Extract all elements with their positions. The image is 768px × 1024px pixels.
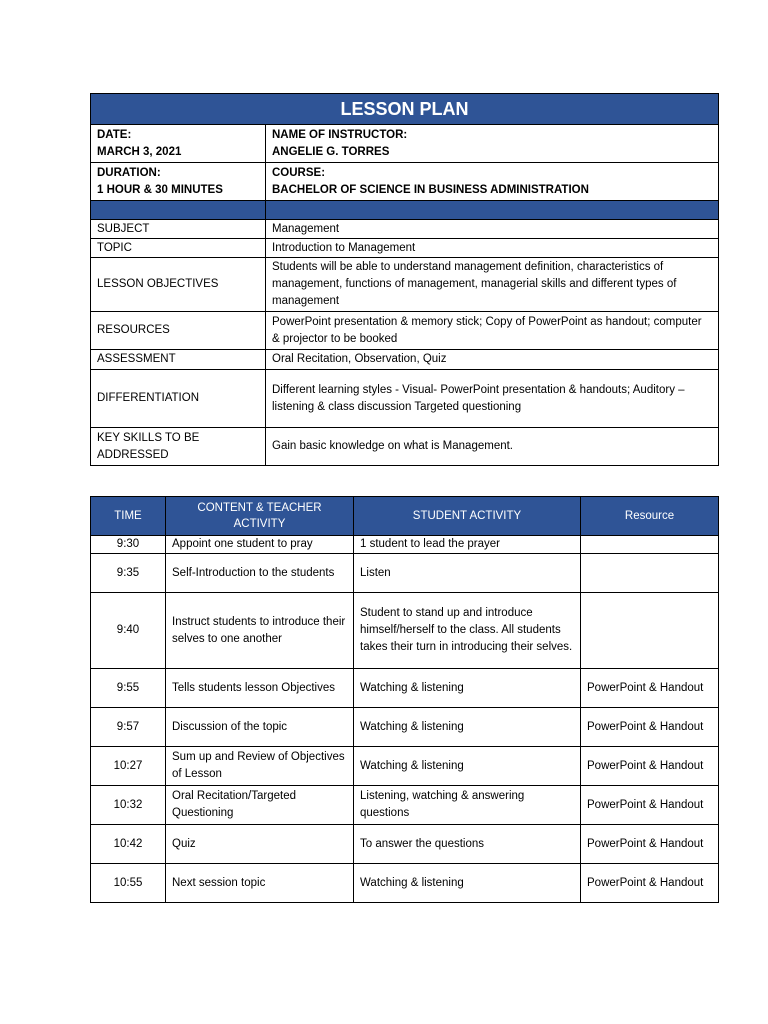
detail-row <box>91 312 719 350</box>
separator-row <box>91 201 719 220</box>
detail-label: SUBJECT <box>91 220 266 239</box>
detail-row <box>91 258 719 312</box>
instructor-label: NAME OF INSTRUCTOR: <box>272 128 408 141</box>
time-cell: 9:57 <box>91 708 166 747</box>
course-value: BACHELOR OF SCIENCE IN BUSINESS ADMINISTRATION <box>272 183 589 196</box>
header-resource: Resource <box>581 497 719 536</box>
detail-value: Students will be able to understand management definition, characteristics of management, functions of management, managerial skills and different types of management <box>266 258 719 312</box>
student-cell: Watching & listening <box>354 864 581 903</box>
detail-label: TOPIC <box>91 239 266 258</box>
student-cell: Watching & listening <box>354 747 581 786</box>
content-cell: Appoint one student to pray <box>166 536 354 554</box>
content-cell: Oral Recitation/Targeted Questioning <box>166 786 354 825</box>
detail-label: RESOURCES <box>91 312 266 350</box>
table-row <box>91 593 719 669</box>
detail-label: KEY SKILLS TO BE ADDRESSED <box>91 428 266 466</box>
detail-row <box>91 428 719 466</box>
detail-row <box>91 370 719 428</box>
course-cell <box>266 163 719 201</box>
detail-label: DIFFERENTIATION <box>91 370 266 428</box>
resource-cell: PowerPoint & Handout <box>581 669 719 708</box>
header-time: TIME <box>91 497 166 536</box>
content-cell: Quiz <box>166 825 354 864</box>
duration-label: DURATION: <box>97 166 161 179</box>
detail-value: PowerPoint presentation & memory stick; Copy of PowerPoint as handout; computer & projector to be booked <box>266 312 719 350</box>
content-cell: Discussion of the topic <box>166 708 354 747</box>
resource-cell <box>581 536 719 554</box>
course-label: COURSE: <box>272 166 326 179</box>
detail-row <box>91 239 719 258</box>
time-cell: 10:27 <box>91 747 166 786</box>
content-cell: Sum up and Review of Objectives of Lesson <box>166 747 354 786</box>
page-title: LESSON PLAN <box>91 94 719 125</box>
schedule-table <box>90 496 719 903</box>
lesson-plan-document <box>90 93 718 903</box>
content-cell: Tells students lesson Objectives <box>166 669 354 708</box>
instructor-cell <box>266 125 719 163</box>
student-cell: Watching & listening <box>354 669 581 708</box>
table-row <box>91 554 719 593</box>
detail-label: ASSESSMENT <box>91 350 266 370</box>
resource-cell: PowerPoint & Handout <box>581 864 719 903</box>
date-label: DATE: <box>97 128 132 141</box>
header-student-activity: STUDENT ACTIVITY <box>354 497 581 536</box>
student-cell: Student to stand up and introduce himself/herself to the class. All students takes their turn in introducing their selves. <box>354 593 581 669</box>
student-cell: Listen <box>354 554 581 593</box>
table-row <box>91 825 719 864</box>
time-cell: 9:40 <box>91 593 166 669</box>
date-cell <box>91 125 266 163</box>
schedule-header-row <box>91 497 719 536</box>
resource-cell <box>581 593 719 669</box>
time-cell: 9:55 <box>91 669 166 708</box>
instructor-value: ANGELIE G. TORRES <box>272 145 390 158</box>
student-cell: Watching & listening <box>354 708 581 747</box>
detail-value: Management <box>266 220 719 239</box>
table-row <box>91 708 719 747</box>
resource-cell <box>581 554 719 593</box>
time-cell: 9:30 <box>91 536 166 554</box>
date-value: MARCH 3, 2021 <box>97 145 182 158</box>
time-cell: 9:35 <box>91 554 166 593</box>
detail-label: LESSON OBJECTIVES <box>91 258 266 312</box>
detail-row <box>91 350 719 370</box>
detail-value: Introduction to Management <box>266 239 719 258</box>
detail-value: Different learning styles - Visual- PowerPoint presentation & handouts; Auditory –listening & class discussion Targeted questioning <box>266 370 719 428</box>
table-row <box>91 669 719 708</box>
time-cell: 10:55 <box>91 864 166 903</box>
student-cell: Listening, watching & answering questions <box>354 786 581 825</box>
content-cell: Next session topic <box>166 864 354 903</box>
table-row <box>91 747 719 786</box>
detail-row <box>91 220 719 239</box>
detail-value: Gain basic knowledge on what is Management. <box>266 428 719 466</box>
table-row <box>91 864 719 903</box>
duration-value: 1 HOUR & 30 MINUTES <box>97 183 223 196</box>
table-row <box>91 786 719 825</box>
resource-cell: PowerPoint & Handout <box>581 747 719 786</box>
content-cell: Self-Introduction to the students <box>166 554 354 593</box>
table-row <box>91 536 719 554</box>
student-cell: To answer the questions <box>354 825 581 864</box>
resource-cell: PowerPoint & Handout <box>581 786 719 825</box>
lesson-info-table <box>90 93 719 466</box>
time-cell: 10:32 <box>91 786 166 825</box>
time-cell: 10:42 <box>91 825 166 864</box>
content-cell: Instruct students to introduce their selves to one another <box>166 593 354 669</box>
resource-cell: PowerPoint & Handout <box>581 825 719 864</box>
duration-cell <box>91 163 266 201</box>
header-content: CONTENT & TEACHER ACTIVITY <box>166 497 354 536</box>
detail-value: Oral Recitation, Observation, Quiz <box>266 350 719 370</box>
student-cell: 1 student to lead the prayer <box>354 536 581 554</box>
resource-cell: PowerPoint & Handout <box>581 708 719 747</box>
